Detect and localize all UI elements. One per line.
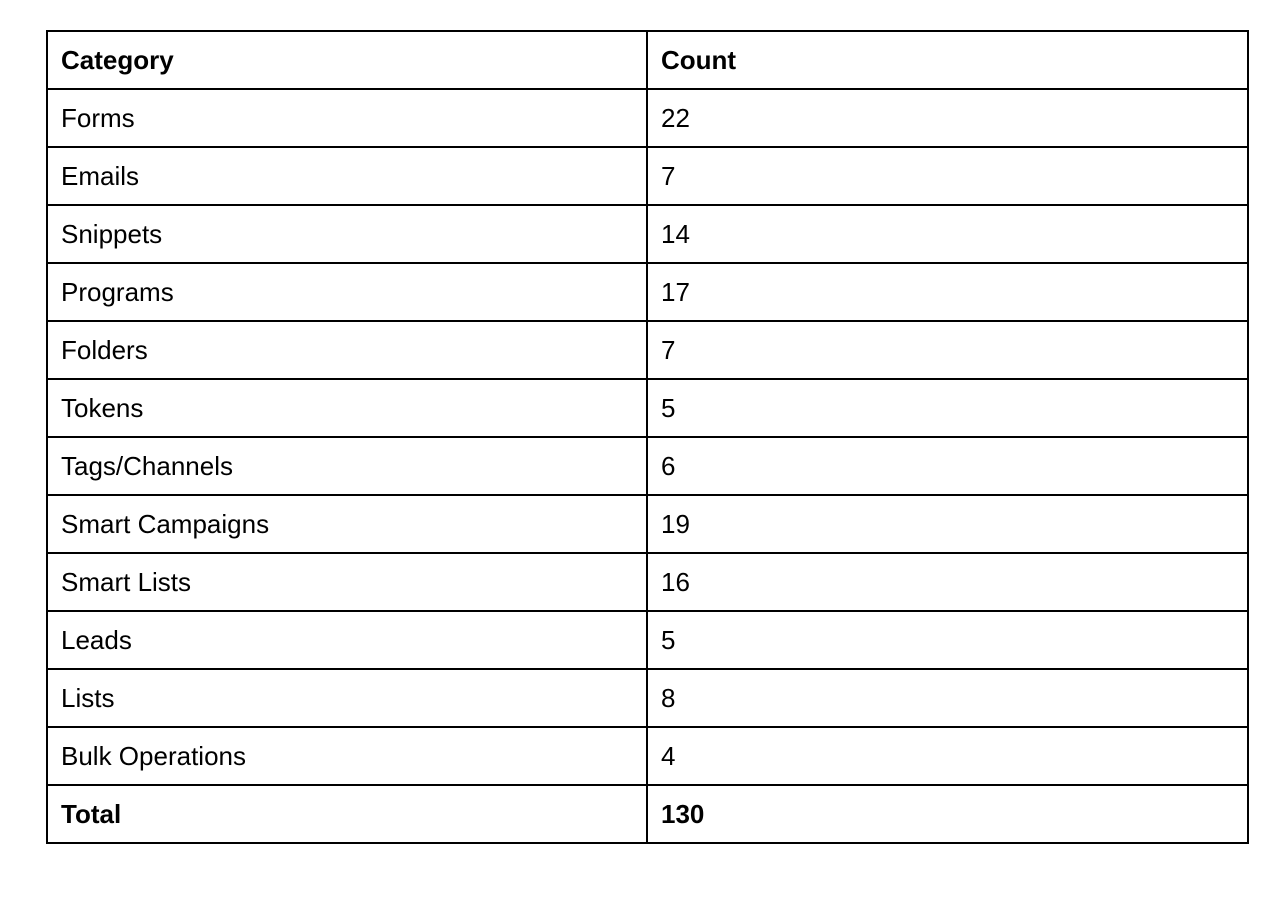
category-cell: Lists: [47, 669, 647, 727]
count-cell: 6: [647, 437, 1248, 495]
table-row: [47, 147, 1248, 205]
category-cell: Smart Lists: [47, 553, 647, 611]
table-row: [47, 263, 1248, 321]
count-cell: 7: [647, 321, 1248, 379]
table-row: [47, 437, 1248, 495]
category-cell: Tokens: [47, 379, 647, 437]
table-row: [47, 669, 1248, 727]
table-row: [47, 321, 1248, 379]
category-count-table-container: [46, 30, 1249, 844]
total-count: 130: [647, 785, 1248, 843]
count-cell: 5: [647, 379, 1248, 437]
category-cell: Programs: [47, 263, 647, 321]
category-cell: Tags/Channels: [47, 437, 647, 495]
table-header-row: [47, 31, 1248, 89]
category-cell: Smart Campaigns: [47, 495, 647, 553]
category-cell: Folders: [47, 321, 647, 379]
table-row: [47, 611, 1248, 669]
count-cell: 16: [647, 553, 1248, 611]
count-cell: 19: [647, 495, 1248, 553]
count-cell: 5: [647, 611, 1248, 669]
category-cell: Snippets: [47, 205, 647, 263]
total-row: [47, 785, 1248, 843]
table-row: [47, 205, 1248, 263]
count-cell: 17: [647, 263, 1248, 321]
category-cell: Leads: [47, 611, 647, 669]
count-cell: 14: [647, 205, 1248, 263]
category-cell: Emails: [47, 147, 647, 205]
category-cell: Forms: [47, 89, 647, 147]
table-row: [47, 727, 1248, 785]
category-cell: Bulk Operations: [47, 727, 647, 785]
category-count-table: [46, 30, 1249, 844]
table-row: [47, 89, 1248, 147]
count-cell: 7: [647, 147, 1248, 205]
table-row: [47, 495, 1248, 553]
header-count: Count: [647, 31, 1248, 89]
count-cell: 8: [647, 669, 1248, 727]
total-label: Total: [47, 785, 647, 843]
count-cell: 22: [647, 89, 1248, 147]
table-row: [47, 553, 1248, 611]
table-row: [47, 379, 1248, 437]
header-category: Category: [47, 31, 647, 89]
count-cell: 4: [647, 727, 1248, 785]
